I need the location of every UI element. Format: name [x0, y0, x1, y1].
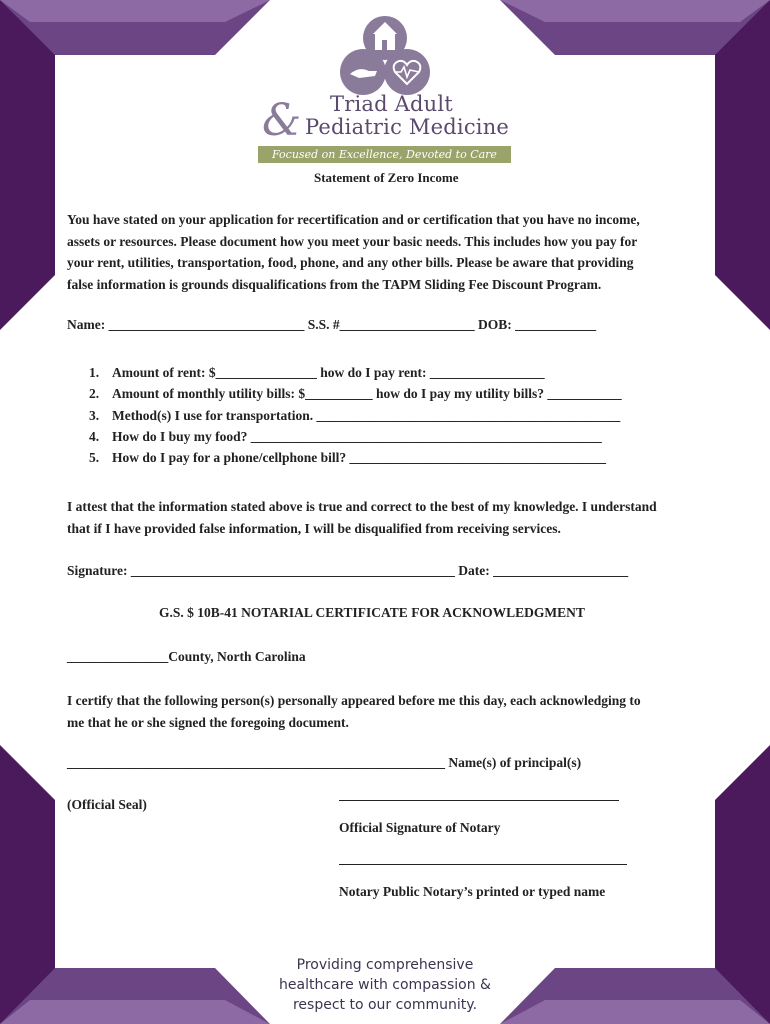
list-item-text: How do I pay for a phone/cellphone bill? ______________________________________ — [112, 450, 607, 466]
frame-top-left-highlight — [0, 0, 270, 22]
intro-line: false information is grounds disqualifications from the TAPM Sliding Fee Discount Program. — [67, 276, 602, 292]
notary-name-label: Notary Public Notary’s printed or typed name — [339, 884, 606, 899]
logo-right-circle — [384, 49, 430, 95]
intro-line: You have stated on your application for recertification and or certification that you have no income, — [67, 212, 640, 227]
frame-left-upper — [0, 0, 55, 330]
list-item-food[interactable] — [89, 426, 622, 447]
intro-line: your rent, utilities, transportation, food, phone, and any other bills. Please be aware that providing — [67, 255, 634, 270]
certify-paragraph — [67, 690, 732, 733]
county-field[interactable]: _______________County, North Carolina — [67, 649, 306, 664]
list-item-text: How do I buy my food? ____________________________________________________ — [112, 428, 602, 444]
principal-name-field[interactable]: ________________________________________________________ Name(s) of principal(s) — [67, 755, 582, 770]
attest-line: that if I have provided false information, I will be disqualified from receiving services. — [67, 520, 561, 536]
page-title: Statement of Zero Income — [314, 170, 459, 185]
logo-tagline: Focused on Excellence, Devoted to Care — [258, 146, 511, 163]
list-item-text: Amount of rent: $_______________ how do I pay rent: _________________ — [112, 365, 545, 380]
list-item-utility[interactable] — [89, 383, 622, 404]
list-item-number: 3. — [89, 407, 100, 423]
logo-door — [382, 40, 387, 50]
logo-circles-icon — [255, 8, 515, 98]
notary-name-field[interactable] — [339, 864, 627, 865]
list-item-number: 5. — [89, 450, 100, 466]
footer-line: healthcare with compassion & — [279, 977, 491, 993]
notary-signature-field[interactable] — [339, 800, 619, 801]
attestation-paragraph — [67, 496, 732, 539]
official-seal-label: (Official Seal) — [67, 797, 147, 812]
list-item-number: 1. — [89, 365, 100, 380]
signature-date-fields[interactable]: Signature: ________________________________________________ Date: ____________________ — [67, 563, 629, 578]
logo-text-line1: Triad Adult — [330, 92, 453, 116]
certify-line: I certify that the following person(s) personally appeared before me this day, each acknowledging to — [67, 693, 641, 708]
frame-bottom-left-highlight — [0, 1000, 270, 1024]
footer-line: Providing comprehensive — [296, 957, 474, 973]
list-item-number: 2. — [89, 386, 100, 402]
notary-signature-label: Official Signature of Notary — [339, 820, 501, 835]
logo-text-line2: Pediatric Medicine — [305, 115, 510, 139]
intro-paragraph — [67, 209, 732, 295]
name-ss-dob-fields[interactable]: Name: _____________________________ S.S. #____________________ DOB: ____________ — [67, 317, 597, 332]
list-item-transportation[interactable] — [89, 405, 622, 426]
footer-slogan — [235, 955, 535, 1015]
frame-top-right-highlight — [500, 0, 770, 22]
list-item-text: Amount of monthly utility bills: $__________ how do I pay my utility bills? ___________ — [112, 386, 622, 402]
list-item-number: 4. — [89, 428, 100, 444]
questions-list — [89, 362, 622, 468]
footer-line: respect to our community. — [292, 997, 478, 1013]
certify-line: me that he or she signed the foregoing document. — [67, 714, 349, 730]
attest-line: I attest that the information stated above is true and correct to the best of my knowledge. I understand — [67, 499, 657, 514]
notarial-certificate-title: G.S. $ 10B-41 NOTARIAL CERTIFICATE FOR ACKNOWLEDGMENT — [159, 605, 585, 620]
frame-bottom-right-highlight — [500, 1000, 770, 1024]
list-item-phone[interactable] — [89, 447, 622, 468]
logo-ampersand: & — [262, 95, 302, 146]
list-item-rent[interactable] — [89, 362, 622, 383]
list-item-text: Method(s) I use for transportation. _____________________________________________ — [112, 407, 621, 423]
intro-line: assets or resources. Please document how you meet your basic needs. This includes how you pay for — [67, 233, 638, 249]
